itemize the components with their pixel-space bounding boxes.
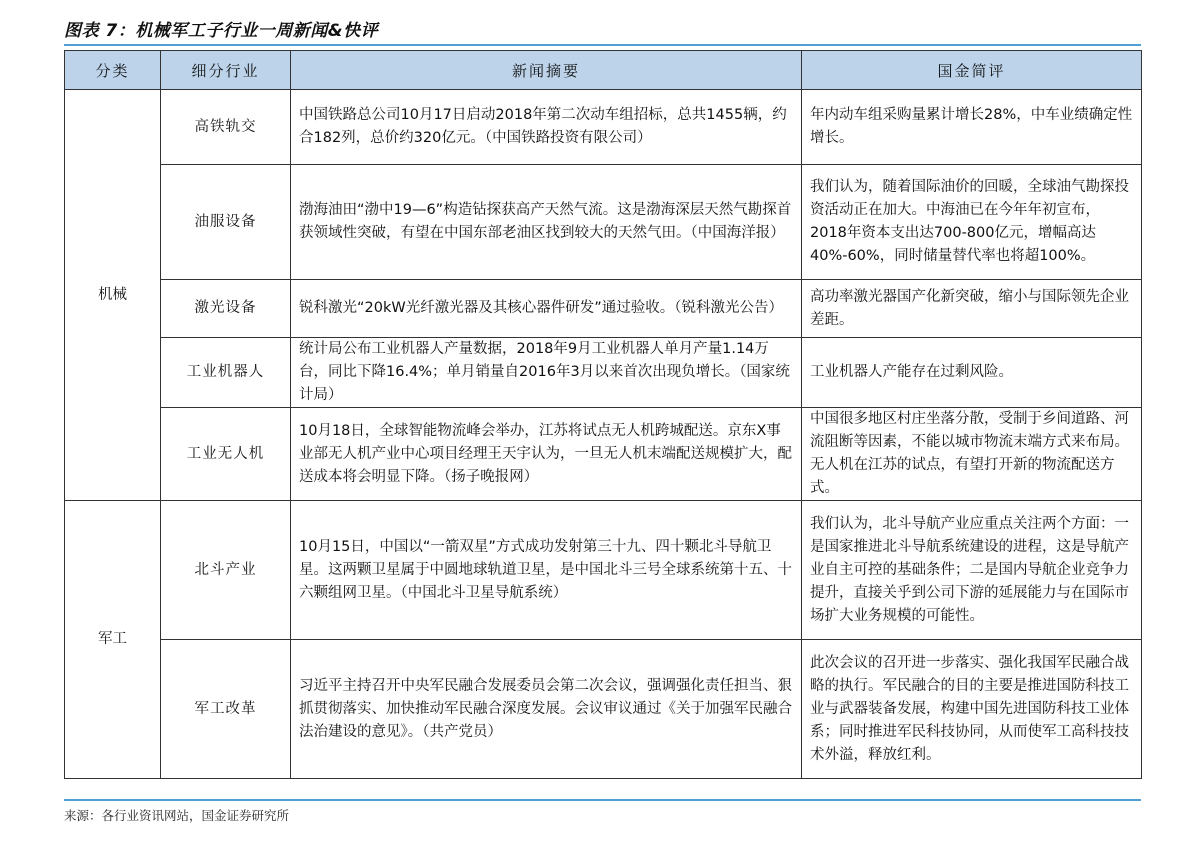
news-summary-cell: 10月18日，全球智能物流峰会举办，江苏将试点无人机跨城配送。京东X事业部无人机产业中心项目经理王天宇认为，一旦无人机末端配送规模扩大，配送成本将会明显下降。（扬子晚报网） bbox=[291, 408, 802, 501]
news-summary-cell: 10月15日，中国以“一箭双星”方式成功发射第三十九、四十颗北斗导航卫星。这两颗卫星属于中圆地球轨道卫星，是中国北斗三号全球系统第十五、十六颗组网卫星。（中国北斗卫星导航系统） bbox=[291, 501, 802, 640]
table-row bbox=[65, 640, 1142, 779]
subindustry-cell: 工业机器人 bbox=[161, 338, 291, 408]
subindustry-cell: 北斗产业 bbox=[161, 501, 291, 640]
subindustry-cell: 工业无人机 bbox=[161, 408, 291, 501]
category-cell: 军工 bbox=[65, 501, 161, 779]
category-cell: 机械 bbox=[65, 90, 161, 501]
review-cell: 我们认为，随着国际油价的回暖，全球油气勘探投资活动正在加大。中海油已在今年年初宣布，2018年资本支出达700-800亿元，增幅高达40%-60%，同时储量替代率也将超100%。 bbox=[802, 165, 1142, 280]
news-summary-cell: 渤海油田“渤中19—6”构造钻探获高产天然气流。这是渤海深层天然气勘探首获领域性突破，有望在中国东部老油区找到较大的天然气田。（中国海洋报） bbox=[291, 165, 802, 280]
table-row bbox=[65, 165, 1142, 280]
news-summary-cell: 锐科激光“20kW光纤激光器及其核心器件研发”通过验收。（锐科激光公告） bbox=[291, 280, 802, 338]
review-cell: 年内动车组采购量累计增长28%，中车业绩确定性增长。 bbox=[802, 90, 1142, 165]
table-row bbox=[65, 338, 1142, 408]
news-summary-cell: 习近平主持召开中央军民融合发展委员会第二次会议，强调强化责任担当、狠抓贯彻落实、加快推动军民融合深度发展。会议审议通过《关于加强军民融合法治建设的意见》。（共产党员） bbox=[291, 640, 802, 779]
subindustry-cell: 军工改革 bbox=[161, 640, 291, 779]
subindustry-cell: 油服设备 bbox=[161, 165, 291, 280]
table-row bbox=[65, 408, 1142, 501]
news-summary-cell: 中国铁路总公司10月17日启动2018年第二次动车组招标，总共1455辆，约合182列，总价约320亿元。（中国铁路投资有限公司） bbox=[291, 90, 802, 165]
subindustry-cell: 高铁轨交 bbox=[161, 90, 291, 165]
news-table bbox=[64, 50, 1142, 779]
title-rule bbox=[64, 44, 1141, 46]
header-category: 分类 bbox=[65, 51, 161, 90]
table-header-row bbox=[65, 51, 1142, 90]
header-review: 国金简评 bbox=[802, 51, 1142, 90]
table-row bbox=[65, 90, 1142, 165]
review-cell: 此次会议的召开进一步落实、强化我国军民融合战略的执行。军民融合的目的主要是推进国防科技工业与武器装备发展，构建中国先进国防科技工业体系；同时推进军民科技协同，从而使军工高科技技术外溢，释放红利。 bbox=[802, 640, 1142, 779]
review-cell: 中国很多地区村庄坐落分散，受制于乡间道路、河流阻断等因素，不能以城市物流末端方式来布局。无人机在江苏的试点，有望打开新的物流配送方式。 bbox=[802, 408, 1142, 501]
figure-title: 图表 7：机械军工子行业一周新闻&快评 bbox=[64, 21, 379, 41]
table-row bbox=[65, 501, 1142, 640]
bottom-rule bbox=[64, 799, 1141, 801]
subindustry-cell: 激光设备 bbox=[161, 280, 291, 338]
source-note: 来源：各行业资讯网站，国金证券研究所 bbox=[64, 808, 290, 823]
news-summary-cell: 统计局公布工业机器人产量数据，2018年9月工业机器人单月产量1.14万台，同比下降16.4%；单月销量自2016年3月以来首次出现负增长。（国家统计局） bbox=[291, 338, 802, 408]
review-cell: 工业机器人产能存在过剩风险。 bbox=[802, 338, 1142, 408]
review-cell: 高功率激光器国产化新突破，缩小与国际领先企业差距。 bbox=[802, 280, 1142, 338]
header-subindustry: 细分行业 bbox=[161, 51, 291, 90]
table-row bbox=[65, 280, 1142, 338]
review-cell: 我们认为，北斗导航产业应重点关注两个方面：一是国家推进北斗导航系统建设的进程，这是导航产业自主可控的基础条件；二是国内导航企业竞争力提升，直接关乎到公司下游的延展能力与在国际市场扩大业务规模的可能性。 bbox=[802, 501, 1142, 640]
header-news-summary: 新闻摘要 bbox=[291, 51, 802, 90]
